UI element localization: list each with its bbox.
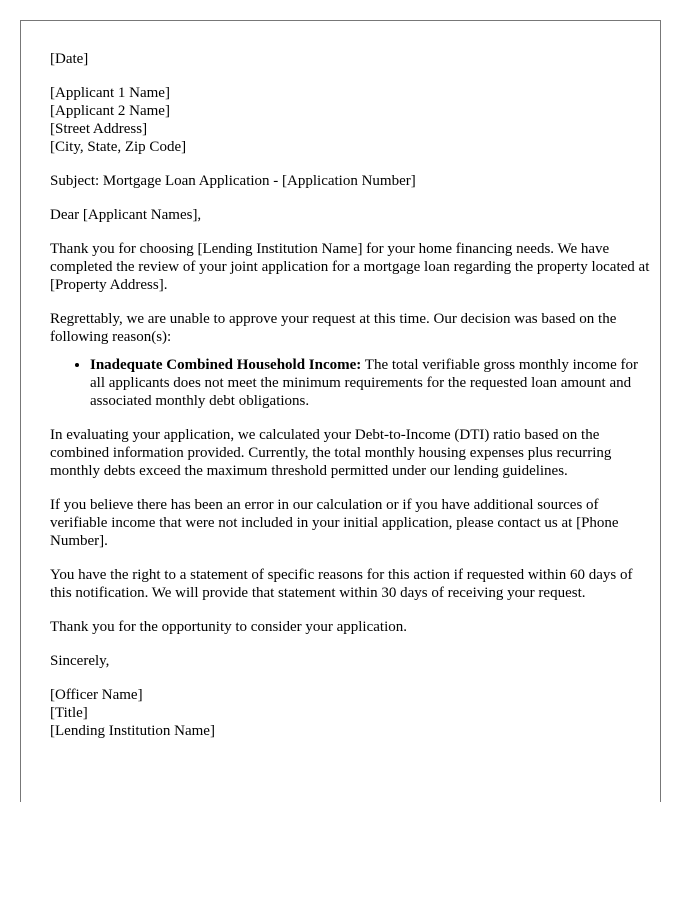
reason-text: The total verifiable gross monthly income for all applicants does not meet the minimum requirements for the requested loan amount and associated monthly debt obligations.	[90, 357, 639, 409]
salutation: Dear [Applicant Names],	[50, 207, 202, 223]
city-state-zip: [City, State, Zip Code]	[50, 139, 187, 155]
intro-paragraph: Thank you for choosing [Lending Institution Name] for your home financing needs. We have completed the review of your joint application for a mortgage loan regarding the property located at [Property Address].	[50, 241, 650, 293]
applicant-1-name: [Applicant 1 Name]	[50, 85, 170, 101]
signature-block	[50, 686, 650, 740]
date-line: [Date]	[50, 51, 89, 67]
contact-paragraph: If you believe there has been an error in our calculation or if you have additional sources of verifiable income that were not included in your initial application, please contact us at [Phone Number].	[50, 497, 619, 549]
institution-name: [Lending Institution Name]	[50, 723, 215, 739]
officer-name: [Officer Name]	[50, 687, 143, 703]
subject-line: Subject: Mortgage Loan Application - [Application Number]	[50, 173, 416, 189]
letter-body	[50, 50, 650, 756]
reasons-list	[50, 356, 650, 410]
street-address: [Street Address]	[50, 121, 148, 137]
applicant-2-name: [Applicant 2 Name]	[50, 103, 170, 119]
thanks-paragraph: Thank you for the opportunity to consider your application.	[50, 619, 408, 635]
recipient-address-block	[50, 84, 650, 156]
rights-paragraph: You have the right to a statement of specific reasons for this action if requested within 60 days of this notification. We will provide that statement within 30 days of receiving your request.	[50, 567, 633, 601]
reason-item	[90, 356, 650, 410]
evaluation-paragraph: In evaluating your application, we calculated your Debt-to-Income (DTI) ratio based on the combined information provided. Currently, the total monthly housing expenses plus recurring monthly debts exceed the maximum threshold permitted under our lending guidelines.	[50, 427, 612, 479]
reason-title: Inadequate Combined Household Income:	[90, 357, 362, 373]
letter-frame	[20, 20, 661, 802]
closing: Sincerely,	[50, 653, 110, 669]
officer-title: [Title]	[50, 705, 88, 721]
decision-paragraph: Regrettably, we are unable to approve your request at this time. Our decision was based on the following reason(s):	[50, 311, 617, 345]
